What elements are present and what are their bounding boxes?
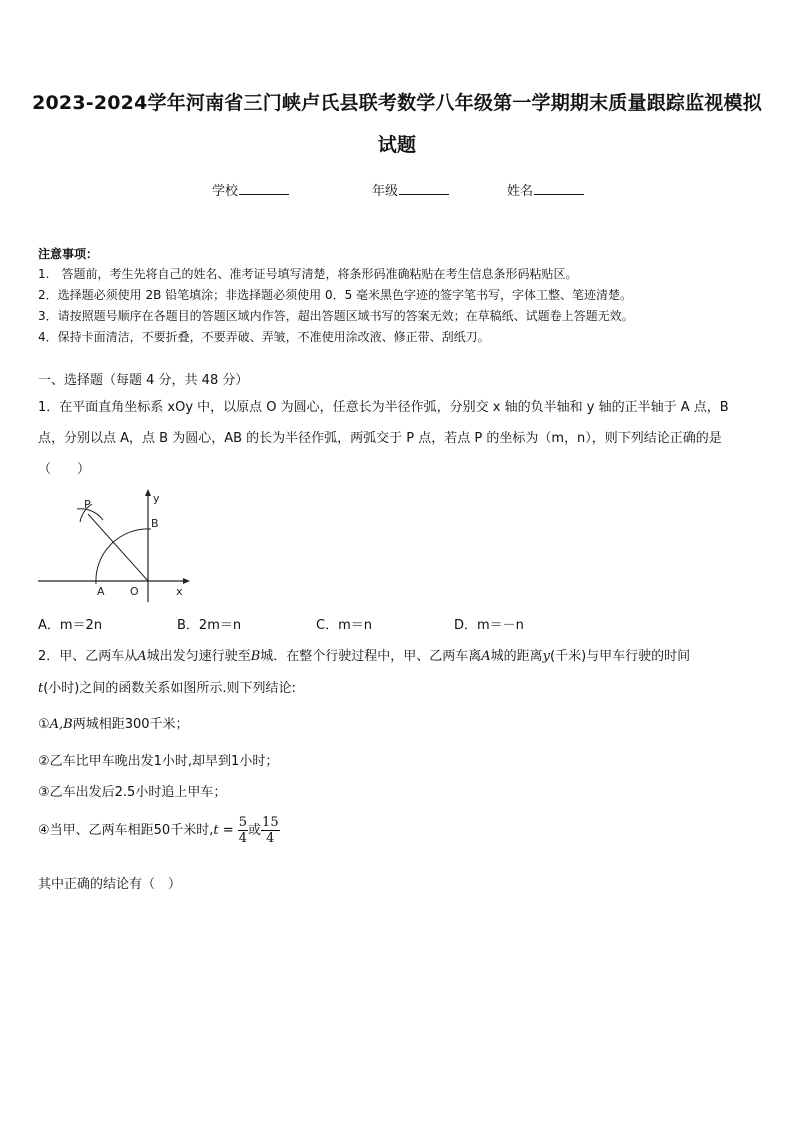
q2-equals: = (218, 823, 238, 838)
q2-text: 城出发匀速行驶至 (146, 649, 251, 664)
notice-item-4: 4．保持卡面清洁，不要折叠，不要弄破、弄皱，不准使用涂改液、修正带、刮纸刀。 (38, 330, 490, 344)
numerator: 15 (262, 815, 279, 830)
q2-statement-3: ③乙车出发后2.5小时追上甲车； (38, 785, 227, 800)
q2-var-t: t (38, 681, 44, 696)
notice-item-1: 1. 答题前，考生先将自己的姓名、准考证号填写清楚，将条形码准确粘贴在考生信息条形码粘贴区。 (38, 267, 578, 281)
label-p: P (84, 498, 91, 511)
exam-title-line2: 试题 (377, 134, 417, 156)
name-label: 姓名 (507, 184, 534, 199)
grade-label: 年级 (372, 184, 399, 199)
label-o: O (130, 585, 139, 598)
q2-text: 城的距离 (490, 649, 543, 664)
label-x: x (176, 585, 183, 598)
q1-line1: 1．在平面直角坐标系 xOy 中，以原点 O 为圆心，任意长为半径作弧，分别交 x 轴的负半轴和 y 轴的正半轴于 A 点，B (38, 400, 729, 415)
q1-option-d: D．m＝－n (454, 618, 524, 633)
label-b: B (151, 517, 159, 530)
grade-field (372, 180, 449, 199)
q2-var-a: A (137, 649, 147, 664)
q2-text: (千米)与甲车行驶的时间 (550, 649, 691, 664)
q2-var-ab: A,B (49, 717, 73, 732)
q2-statement-2: ②乙车比甲车晚出发1小时,却早到1小时； (38, 754, 279, 769)
fraction-5-4 (238, 815, 248, 846)
q2-statement-1 (38, 713, 189, 732)
q1-option-c: C．m＝n (316, 618, 372, 633)
q2-var-b: B (250, 649, 261, 664)
section-heading: 一、选择题（每题 4 分，共 48 分） (38, 373, 249, 388)
fraction-15-4 (261, 815, 280, 846)
q2-line2 (38, 677, 296, 696)
numerator: 5 (238, 815, 248, 830)
label-y: y (153, 492, 160, 505)
q2-marker: ① (38, 717, 50, 732)
x-axis-arrow (183, 578, 190, 584)
q1-option-a: A．m＝2n (38, 618, 103, 633)
q2-var-y: y (542, 649, 551, 664)
q1-line3: （ ） (38, 462, 91, 477)
q2-or: 或 (248, 823, 262, 838)
q2-var-t: t (213, 823, 219, 838)
q2-text: ④当甲、乙两车相距50千米时, (38, 823, 214, 838)
q2-var-a: A (481, 649, 491, 664)
q2-statement-4 (38, 815, 280, 846)
notice-item-3: 3．请按照题号顺序在各题目的答题区域内作答，超出答题区域书写的答案无效；在草稿纸、试题卷上答题无效。 (38, 309, 634, 323)
q1-line2: 点，分别以点 A，点 B 为圆心，AB 的长为半径作弧，两弧交于 P 点，若点 P 的坐标为（m，n），则下列结论正确的是 (38, 431, 722, 446)
notice-item-2: 2．选择题必须使用 2B 铅笔填涂；非选择题必须使用 0．5 毫米黑色字迹的签字笔书写，字体工整、笔迹清楚。 (38, 288, 633, 302)
denominator: 4 (266, 831, 275, 846)
q2-text: 两城相距300千米； (72, 717, 189, 732)
label-a: A (97, 585, 105, 598)
school-blank (239, 182, 289, 195)
q2-text: 2．甲、乙两车从 (38, 649, 138, 664)
q2-line1 (38, 645, 690, 664)
school-label: 学校 (212, 184, 239, 199)
notice-heading: 注意事项： (38, 247, 99, 261)
name-field (507, 180, 584, 199)
name-blank (534, 182, 584, 195)
grade-blank (399, 182, 449, 195)
school-field (212, 180, 289, 199)
q1-option-b: B．2m＝n (177, 618, 242, 633)
q2-question: 其中正确的结论有（ ） (38, 877, 182, 892)
exam-title-line1: 2023-2024学年河南省三门峡卢氏县联考数学八年级第一学期期末质量跟踪监视模拟 (32, 92, 762, 114)
q2-text: (小时)之间的函数关系如图所示.则下列结论: (43, 681, 296, 696)
q1-figure (30, 482, 200, 607)
y-axis-arrow (145, 489, 151, 496)
denominator: 4 (238, 831, 248, 846)
q2-text: 城．在整个行驶过程中，甲、乙两车离 (260, 649, 482, 664)
